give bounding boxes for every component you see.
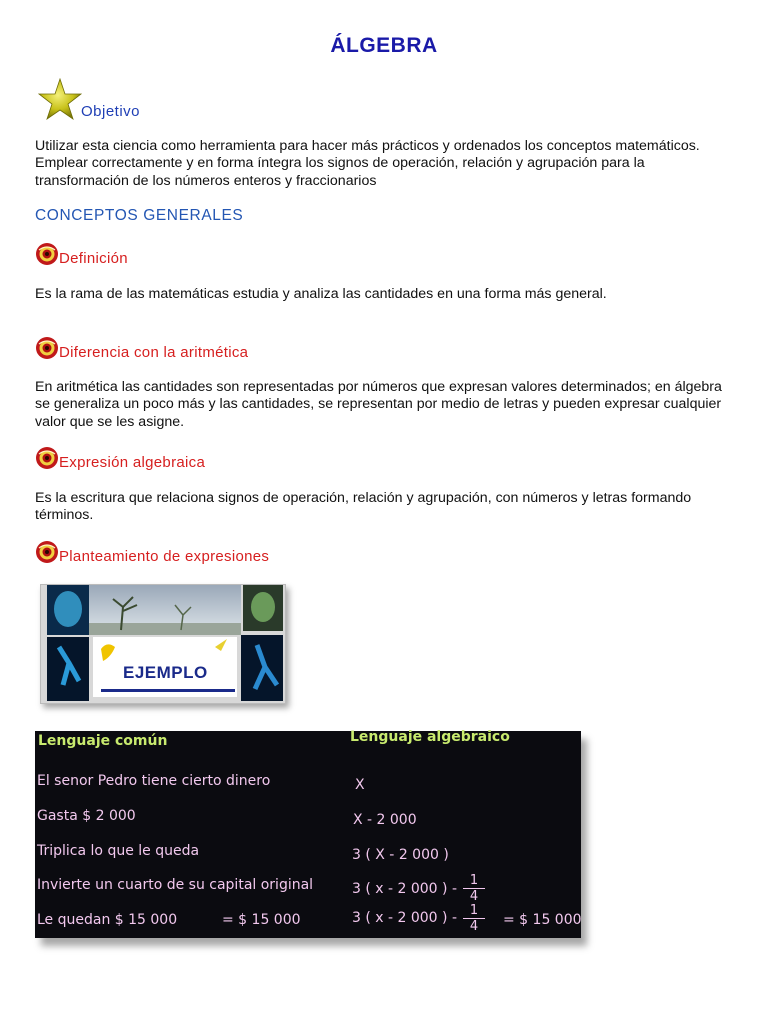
fraction-denominator: 4 bbox=[469, 889, 479, 904]
objetivo-heading: Objetivo bbox=[81, 103, 141, 120]
table-row-right-result: = $ 15 000 bbox=[503, 912, 582, 928]
banner-illustration bbox=[41, 585, 285, 703]
table-row-right: 3 ( x - 2 000 ) - bbox=[352, 910, 457, 926]
section-heading-definicion: Definición bbox=[59, 250, 128, 267]
section-heading-expresion: Expresión algebraica bbox=[59, 454, 206, 471]
conceptos-heading: CONCEPTOS GENERALES bbox=[35, 207, 244, 224]
table-header-left: Lenguaje común bbox=[38, 733, 168, 749]
table-row-right: X - 2 000 bbox=[353, 812, 417, 828]
table-row-right: X bbox=[355, 777, 365, 793]
table-row-left: El senor Pedro tiene cierto dinero bbox=[37, 773, 271, 789]
fraction-numerator: 1 bbox=[463, 904, 485, 919]
lenguaje-table-image bbox=[35, 731, 581, 938]
table-row-right: 3 ( X - 2 000 ) bbox=[352, 847, 449, 863]
swirl-bullet-icon bbox=[35, 336, 59, 360]
star-icon bbox=[38, 78, 82, 120]
table-row-left: Invierte un cuarto de su capital original bbox=[37, 877, 314, 893]
fraction-denominator: 4 bbox=[469, 919, 479, 934]
swirl-bullet-icon bbox=[35, 446, 59, 470]
fraction bbox=[463, 904, 485, 934]
swirl-bullet-icon bbox=[35, 242, 59, 266]
table-row-left: Gasta $ 2 000 bbox=[37, 808, 136, 824]
table-header-right: Lenguaje algebraico bbox=[350, 729, 510, 745]
section-text-definicion: Es la rama de las matemáticas estudia y analiza las cantidades en una forma más general. bbox=[35, 286, 607, 302]
ejemplo-label: EJEMPLO bbox=[123, 663, 208, 682]
ejemplo-banner-image bbox=[40, 584, 286, 704]
table-row-left-result: = $ 15 000 bbox=[222, 912, 301, 928]
table-row-left: Le quedan $ 15 000 bbox=[37, 912, 178, 928]
fraction-numerator: 1 bbox=[463, 874, 485, 889]
table-row-left: Triplica lo que le queda bbox=[37, 843, 200, 859]
swirl-bullet-icon bbox=[35, 540, 59, 564]
section-text-expresion: Es la escritura que relaciona signos de operación, relación y agrupación, con números y letras formando términos. bbox=[35, 490, 692, 524]
objetivo-text: Utilizar esta ciencia como herramienta para hacer más prácticos y ordenados los conceptos matemáticos. Emplear correctamente y en forma íntegra los signos de operación, relación y agrupación para la transformación de los números enteros y fraccionarios bbox=[35, 138, 700, 189]
section-text-diferencia: En aritmética las cantidades son representadas por números que expresan valores determinados; en álgebra se generaliza un poco más y las cantidades, se representan por medio de letras y pueden expresar cualquier valor que se les asigne. bbox=[35, 379, 722, 430]
fraction bbox=[463, 874, 485, 904]
page-title: ÁLGEBRA bbox=[330, 34, 438, 57]
section-heading-diferencia: Diferencia con la aritmética bbox=[59, 344, 249, 361]
section-heading-planteamiento: Planteamiento de expresiones bbox=[59, 548, 270, 565]
table-row-right: 3 ( x - 2 000 ) - bbox=[352, 881, 457, 897]
